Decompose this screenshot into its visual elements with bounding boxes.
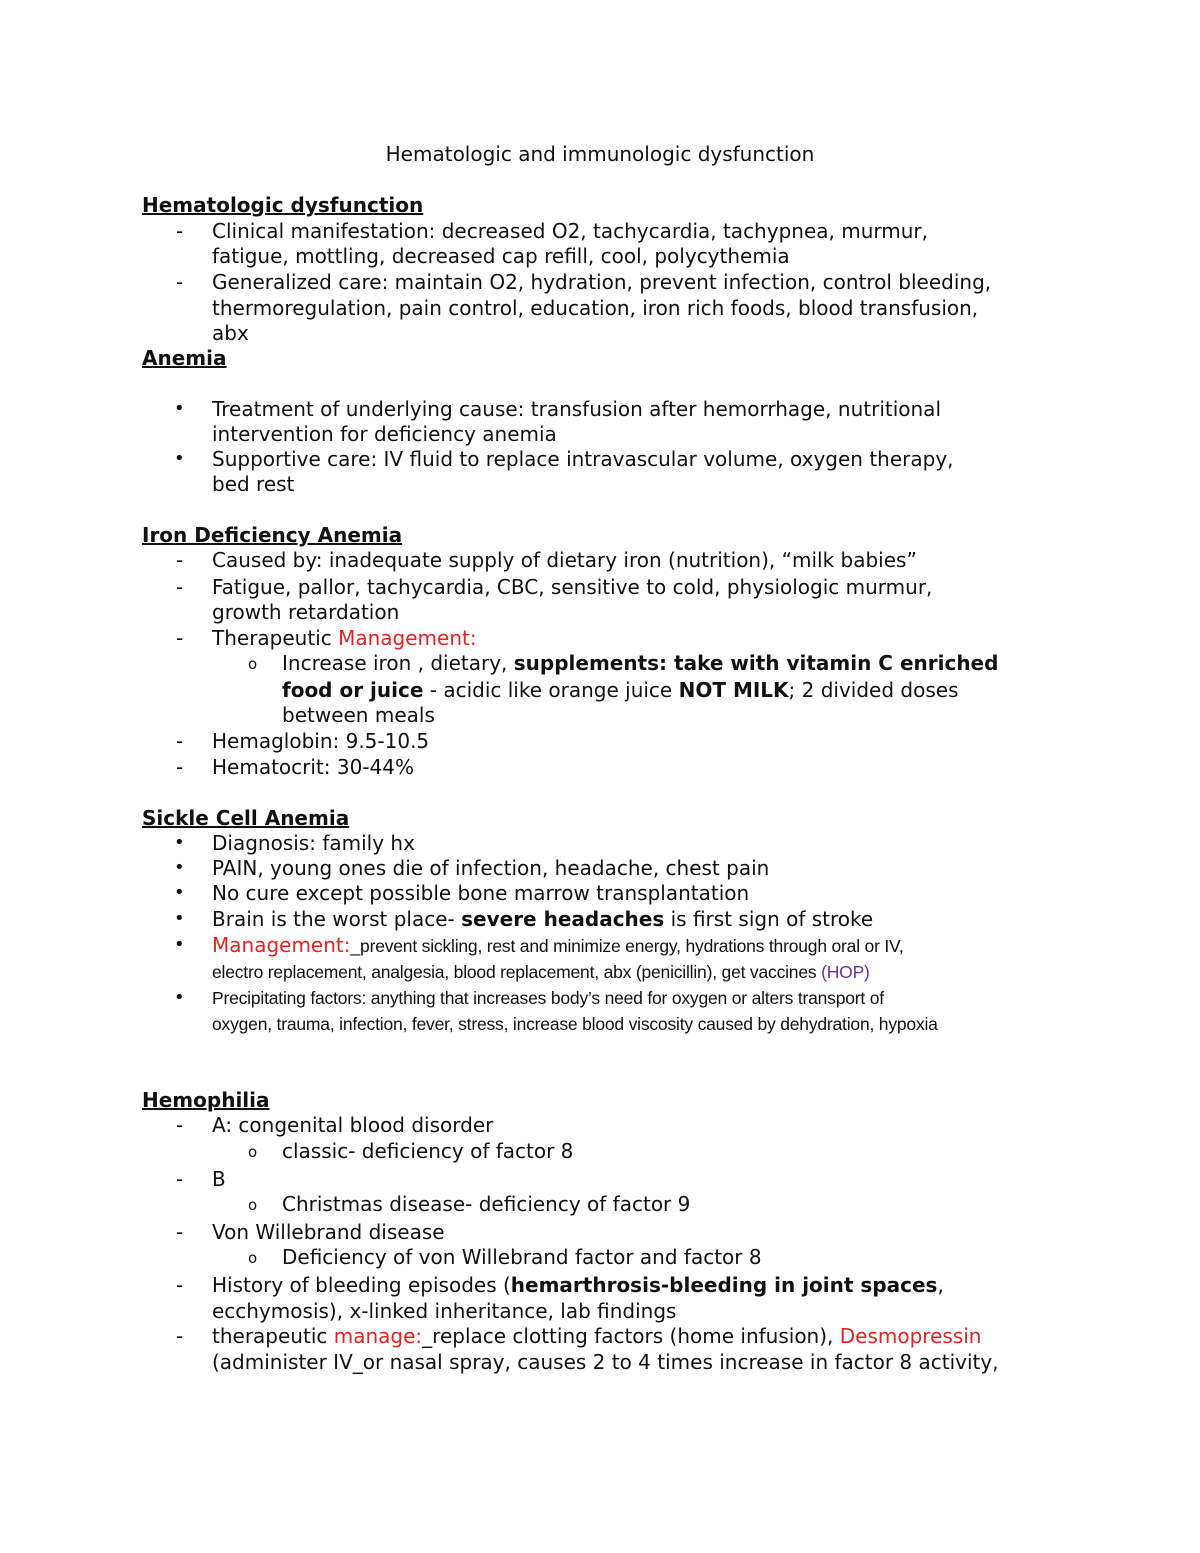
list-item-cont: fatigue, mottling, decreased cap refill, cool, polycythemia [212,244,790,268]
sub-list-item: Christmas disease- deficiency of factor 9 [282,1192,691,1216]
list-item: Precipitating factors: anything that increases body’s need for oxygen or alters transport of [212,988,884,1008]
bold-text: food or juice [282,678,424,702]
heading-iron-deficiency-anemia: Iron Deficiency Anemia [142,523,403,547]
dash-marker: - [176,270,184,294]
list-item: Hemaglobin: 9.5-10.5 [212,729,430,753]
document-title: Hematologic and immunologic dysfunction [385,142,815,166]
bold-text: supplements: take with vitamin C enriched [513,651,999,675]
dash-marker: - [176,219,184,243]
sub-list-item: Deficiency of von Willebrand factor and factor 8 [282,1245,762,1269]
bullet-marker: • [174,934,185,955]
list-item-cont: oxygen, trauma, infection, fever, stress, increase blood viscosity caused by dehydration, hypoxia [212,1014,938,1034]
list-item: B [212,1167,226,1191]
heading-anemia: Anemia [142,346,227,370]
text-run: electro replacement, analgesia, blood replacement, abx (penicillin), get vaccines [212,962,822,982]
list-item: No cure except possible bone marrow transplantation [212,881,750,905]
dash-marker: - [176,755,184,779]
circle-marker: o [248,1143,258,1161]
text-run: therapeutic [212,1324,334,1348]
text-run: _replace clotting factors (home infusion), [422,1324,840,1348]
bullet-marker: • [174,832,185,853]
bullet-marker: • [174,908,185,929]
list-item: Supportive care: IV fluid to replace intravascular volume, oxygen therapy, [212,447,954,471]
dash-marker: - [176,548,184,572]
bold-text: severe headaches [461,907,665,931]
bullet-marker: • [174,398,185,419]
list-item: Hematocrit: 30-44% [212,755,414,779]
dash-marker: - [176,1167,184,1191]
list-item: Diagnosis: family hx [212,831,415,855]
list-item-cont: growth retardation [212,600,400,624]
list-item: Treatment of underlying cause: transfusion after hemorrhage, nutritional [212,397,941,421]
list-item-cont [212,958,870,985]
sub-list-item-cont: between meals [282,703,435,727]
list-item: Clinical manifestation: decreased O2, tachycardia, tachypnea, murmur, [212,219,928,243]
bullet-marker: • [174,882,185,903]
heading-hematologic-dysfunction: Hematologic dysfunction [142,193,424,217]
list-item: Fatigue, pallor, tachycardia, CBC, sensitive to cold, physiologic murmur, [212,575,933,599]
list-item: Von Willebrand disease [212,1220,445,1244]
list-item [212,932,904,959]
text-run: History of bleeding episodes ( [212,1273,511,1297]
list-item: Caused by: inadequate supply of dietary iron (nutrition), “milk babies” [212,548,917,572]
text-run: , [937,1273,944,1297]
list-item-cont: thermoregulation, pain control, education, iron rich foods, blood transfusion, [212,296,979,320]
text-run: _prevent sickling, rest and minimize energy, hydrations through oral or IV, [350,936,904,956]
list-item: Generalized care: maintain O2, hydration, prevent infection, control bleeding, [212,270,992,294]
bold-text: NOT MILK [678,678,789,702]
list-item: PAIN, young ones die of infection, headache, chest pain [212,856,770,880]
list-item-cont: bed rest [212,472,295,496]
dash-marker: - [176,1113,184,1137]
list-item [212,1272,944,1298]
sub-list-item: classic- deficiency of factor 8 [282,1139,574,1163]
highlight-red: Management: [212,933,351,957]
dash-marker: - [176,1273,184,1297]
list-item: A: congenital blood disorder [212,1113,494,1137]
list-item-cont: (administer IV_or nasal spray, causes 2 to 4 times increase in factor 8 activity, [212,1350,999,1374]
list-item [212,906,873,932]
dash-marker: - [176,729,184,753]
bullet-marker: • [174,857,185,878]
circle-marker: o [248,1249,258,1267]
list-item [212,625,477,651]
text-run: Brain is the worst place- [212,907,462,931]
bullet-marker: • [174,448,185,469]
dash-marker: - [176,575,184,599]
heading-sickle-cell-anemia: Sickle Cell Anemia [142,806,350,830]
list-item-cont: intervention for deficiency anemia [212,422,557,446]
dash-marker: - [176,1324,184,1348]
dash-marker: - [176,1220,184,1244]
text-run: - acidic like orange juice [423,678,679,702]
list-item [212,1323,981,1349]
text-run: Therapeutic [212,626,339,650]
bullet-marker: • [174,987,185,1008]
circle-marker: o [248,655,258,673]
list-item-cont: ecchymosis), x-linked inheritance, lab findings [212,1299,677,1323]
dash-marker: - [176,626,184,650]
highlight-red: Desmopressin [839,1324,982,1348]
highlight-red: manage: [333,1324,423,1348]
list-item-cont: abx [212,321,249,345]
bold-text: hemarthrosis-bleeding in joint spaces [510,1273,938,1297]
highlight-purple: (HOP) [821,962,870,982]
highlight-red: Management: [338,626,477,650]
sub-list-item [282,650,998,676]
heading-hemophilia: Hemophilia [142,1088,270,1112]
text-run: is first sign of stroke [664,907,874,931]
circle-marker: o [248,1196,258,1214]
text-run: Increase iron , dietary, [282,651,514,675]
text-run: ; 2 divided doses [788,678,959,702]
sub-list-item-cont [282,677,958,703]
